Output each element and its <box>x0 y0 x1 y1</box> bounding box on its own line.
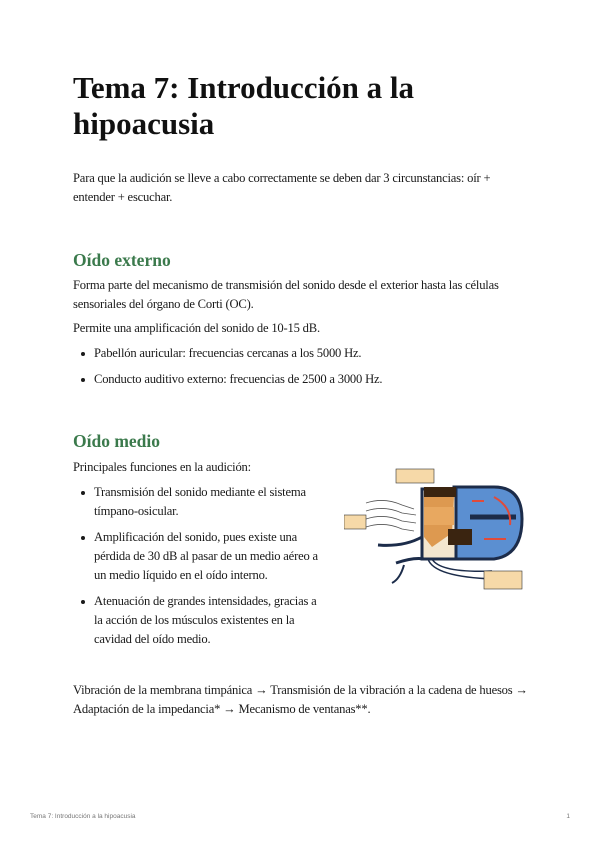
label-box <box>344 515 366 529</box>
middle-list <box>73 483 318 656</box>
page-footer <box>30 813 570 820</box>
page-title: Tema 7: Introducción a la hipoacusia <box>73 70 415 141</box>
external-paragraph-1: Forma parte del mecanismo de transmisión del sonido desde el exterior hasta las células sensoriales del órgano de Corti (OC). <box>73 278 499 311</box>
external-paragraph-2: Permite una amplificación del sonido de 10-15 dB. <box>73 321 320 335</box>
list-item: Conducto auditivo externo: frecuencias de 2500 a 3000 Hz. <box>73 370 513 389</box>
list-item: Transmisión del sonido mediante el sistema tímpano-osicular. <box>73 483 318 521</box>
page-number: 1 <box>566 813 570 820</box>
external-list <box>73 344 513 389</box>
footer-title: Tema 7: Introducción a la hipoacusia <box>30 813 136 820</box>
sound-waves <box>366 500 416 531</box>
list-item: Amplificación del sonido, pues existe una pérdida de 30 dB al pasar de un medio aéreo a un medio líquido en el oído interno. <box>73 528 318 585</box>
heading-oido-medio: Oído medio <box>73 431 161 451</box>
middle-intro: Principales funciones en la audición: <box>73 460 251 474</box>
inner-ear-fluid <box>454 487 522 559</box>
ear-canal <box>378 537 422 545</box>
heading-oido-externo: Oído externo <box>73 250 171 270</box>
external-section <box>73 276 513 396</box>
intro-paragraph: Para que la audición se lleve a cabo correctamente se deben dar 3 circunstancias: oír + entender + escuchar. <box>73 171 491 204</box>
middle-ear-diagram <box>344 467 524 595</box>
list-item: Atenuación de grandes intensidades, gracias a la acción de los músculos existentes en la cavidad del oído medio. <box>73 592 318 649</box>
closing-paragraph: Vibración de la membrana timpánica → Transmisión de la vibración a la cadena de huesos → Adaptación de la impedancia* → Mecanismo de ventanas**. <box>73 683 528 716</box>
list-item: Pabellón auricular: frecuencias cercanas a los 5000 Hz. <box>73 344 513 363</box>
label-box <box>484 571 522 589</box>
label-box <box>396 469 434 483</box>
